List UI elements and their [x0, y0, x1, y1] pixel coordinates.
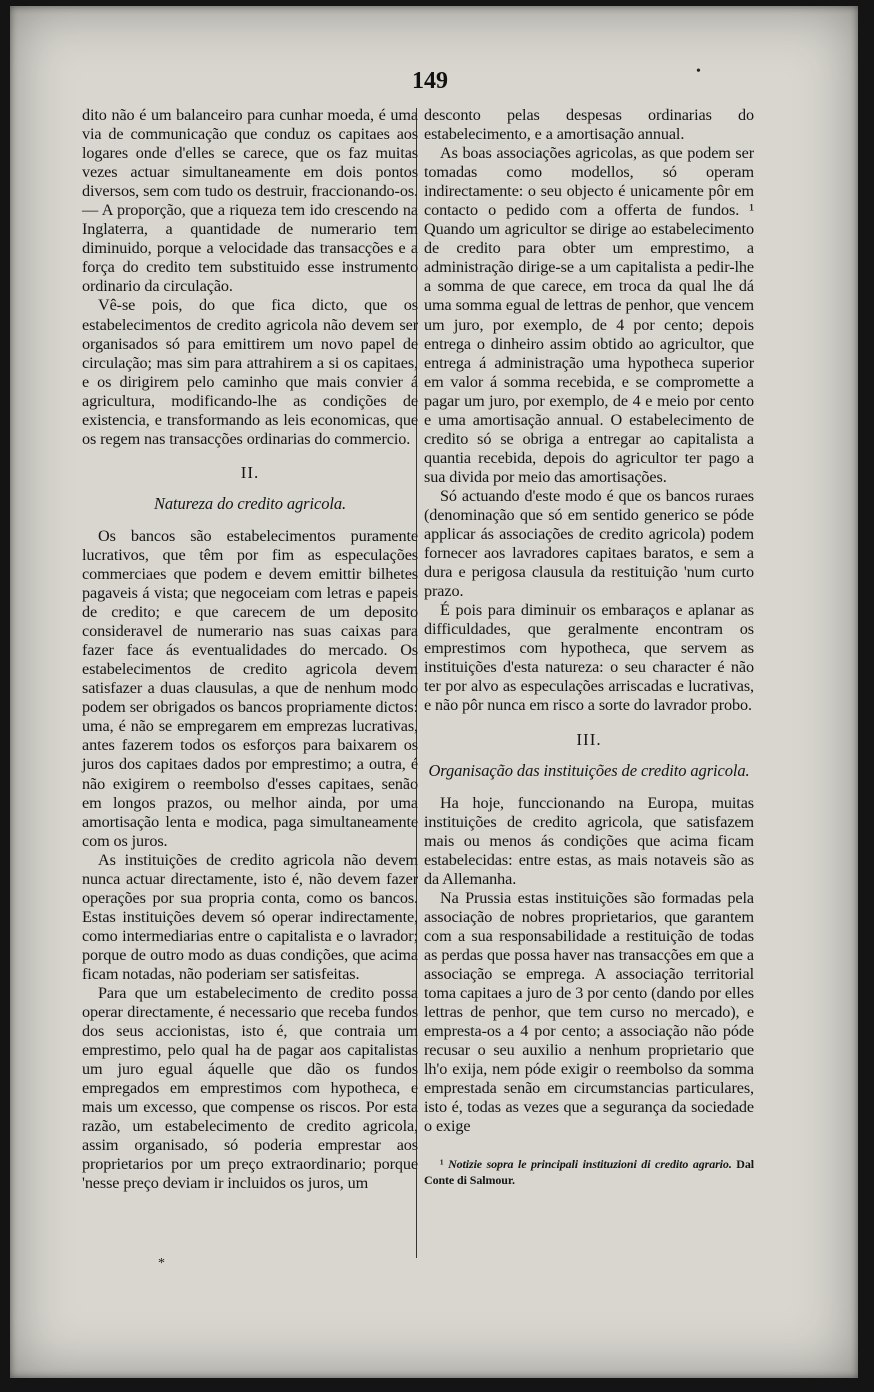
newspaper-page — [10, 6, 858, 1378]
section-number: III. — [576, 729, 602, 749]
footnote — [424, 1156, 754, 1188]
signature-star: * — [158, 1256, 165, 1271]
footnote-author: Dal Conte di Salmour. — [424, 1157, 754, 1188]
footnote-mark: ¹ — [440, 1157, 444, 1172]
paragraph: É pois para diminuir os embaraços e aplanar as difficuldades, que geralmente encontram os emprestimos com hypotheca, que servem as instituições d'esta natureza: o seu character é não ter por alvo as especulações arriscadas e lucrativas, e não pôr nunca em risco a sorte do lavrador probo. — [424, 601, 754, 715]
paragraph: Na Prussia estas instituições são formadas pela associação de nobres proprietarios, que garantem com a sua responsabilidade a restituição de todas as perdas que possa haver nas transacções em que a associação se emprega. A associação territorial toma capitaes a juro de 3 por cento (dando por elles lettras de penhor, que tem curso no mercado), e empresta-os a 4 por cento; a associação não póde recusar o seu auxilio a nenhum proprietario que lh'o exija, nem póde exigir o reembolso da somma emprestada senão em circumstancias particulares, isto é, todas as vezes que a segurança da sociedade o exige — [424, 888, 754, 1136]
left-column — [82, 106, 418, 1194]
paragraph: Ha hoje, funccionando na Europa, muitas instituições de credito agricola, que satisfazem mais ou menos ás condições que acima ficam estabelecidas: entre estas, as mais notaveis são as da Allemanha. — [424, 793, 754, 888]
paragraph: dito não é um balanceiro para cunhar moeda, é uma via de communicação que conduz os capitaes aos logares onde d'elles se carece, que os faz muitas vezes actuar simultaneamente em dois pontos diversos, sem com tudo os destruir, fraccionando-os. — A proporção, que a riqueza tem ido crescendo na Inglaterra, a quantidade de numerario tem diminuido, porque a velocidade das transacções e a força do credito tem substituido esse instrumento ordinario da circulação. — [82, 106, 418, 296]
paragraph: Para que um estabelecimento de credito possa operar directamente, é necessario que receba fundos dos seus accionistas, isto é, que contraia um emprestimo, pelo qual ha de pagar aos capitalistas um juro egual áquelle que dão os fundos empregados em emprestimos com hypotheca, e mais um excesso, que compense os riscos. Por esta razão, um estabelecimento de credito agricola, assim organisado, só poderia emprestar aos proprietarios por um preço extraordinario; porque 'nesse preço deviam ir incluidos os juros, um — [82, 984, 418, 1193]
section-number: II. — [240, 462, 260, 482]
ink-dot: • — [696, 64, 701, 79]
section-title: Organisação das instituições de credito agricola. — [428, 760, 750, 780]
paragraph: desconto pelas despesas ordinarias do estabelecimento, e a amortisação annual. — [424, 106, 754, 144]
paragraph: Só actuando d'este modo é que os bancos ruraes (denominação que só em sentido generico se póde applicar ás associações de credito agricola) podem fornecer aos lavradores capitaes baratos, e sem a dura e perigosa clausula da restituição 'num curto prazo. — [424, 486, 754, 601]
paragraph: As instituições de credito agricola não devem nunca actuar directamente, isto é, não devem fazer operações por sua propria conta, como os bancos. Estas instituições devem só operar indirectamente, como intermediarias entre o capitalista e o lavrador; porque de outro modo as duas condições, que acima ficam notadas, não poderiam ser satisfeitas. — [82, 850, 418, 983]
paragraph: Vê-se pois, do que fica dicto, que os estabelecimentos de credito agricola não devem ser organisados só para emittirem um novo papel de circulação; mas sim para attrahirem a si os capitaes, e os dirigirem pelo caminho que mais convier á agricultura, modificando-lhe as condições de existencia, e transformando as leis economicas, que os regem nas transacções ordinarias do commercio. — [82, 296, 418, 448]
footnote-title: Notizie sopra le principali instituzioni di credito agrario. — [448, 1157, 732, 1172]
paragraph: As boas associações agricolas, as que podem ser tomadas como modellos, só operam indirectamente: o seu objecto é unicamente pôr em contacto o pedido com a offerta de fundos. ¹ Quando um agricultor se dirige ao estabelecimento de credito para obter um emprestimo, a administração dirige-se a um capitalista a pedir-lhe a somma de que carece, em troca da qual lhe dá uma somma egual de lettras de penhor, que vencem um juro, por exemplo, de 4 por cento; depois entrega o dinheiro assim obtido ao agricultor, que entrega á administração uma hypotheca superior em valor á somma recebida, e se compromette a pagar um juro, por exemplo, de 4 e meio por cento e uma amortisação annual. O estabelecimento de credito só se obriga a entregar ao capitalista a quantia recebida, depois do agricultor ter pago a sua divida por meio das amortisações. — [424, 144, 754, 486]
section-title: Natureza do credito agricola. — [153, 493, 347, 513]
right-column — [424, 106, 754, 1188]
paragraph: Os bancos são estabelecimentos puramente lucrativos, que têm por fim as especulações commerciaes que podem e devem emittir bilhetes pagaveis á vista; que negoceiam com letras e papeis de credito; e que carecem de um deposito consideravel de numerario nas suas caixas para fazer face ás eventualidades do mercado. Os estabelecimentos de credito agricola devem satisfazer a duas clausulas, a que de nenhum modo podem ser obrigados os bancos propriamente dictos: uma, é não se empregarem em emprezas lucrativas, antes fazerem todos os esforços para baixarem os juros dos capitaes dados por emprestimo; a outra, é não exigirem o reembolso d'esses capitaes, senão em longos prazos, ou melhor ainda, por uma amortisação lenta e modica, paga simultaneamente com os juros. — [82, 526, 418, 850]
page-number: 149 — [412, 68, 448, 94]
